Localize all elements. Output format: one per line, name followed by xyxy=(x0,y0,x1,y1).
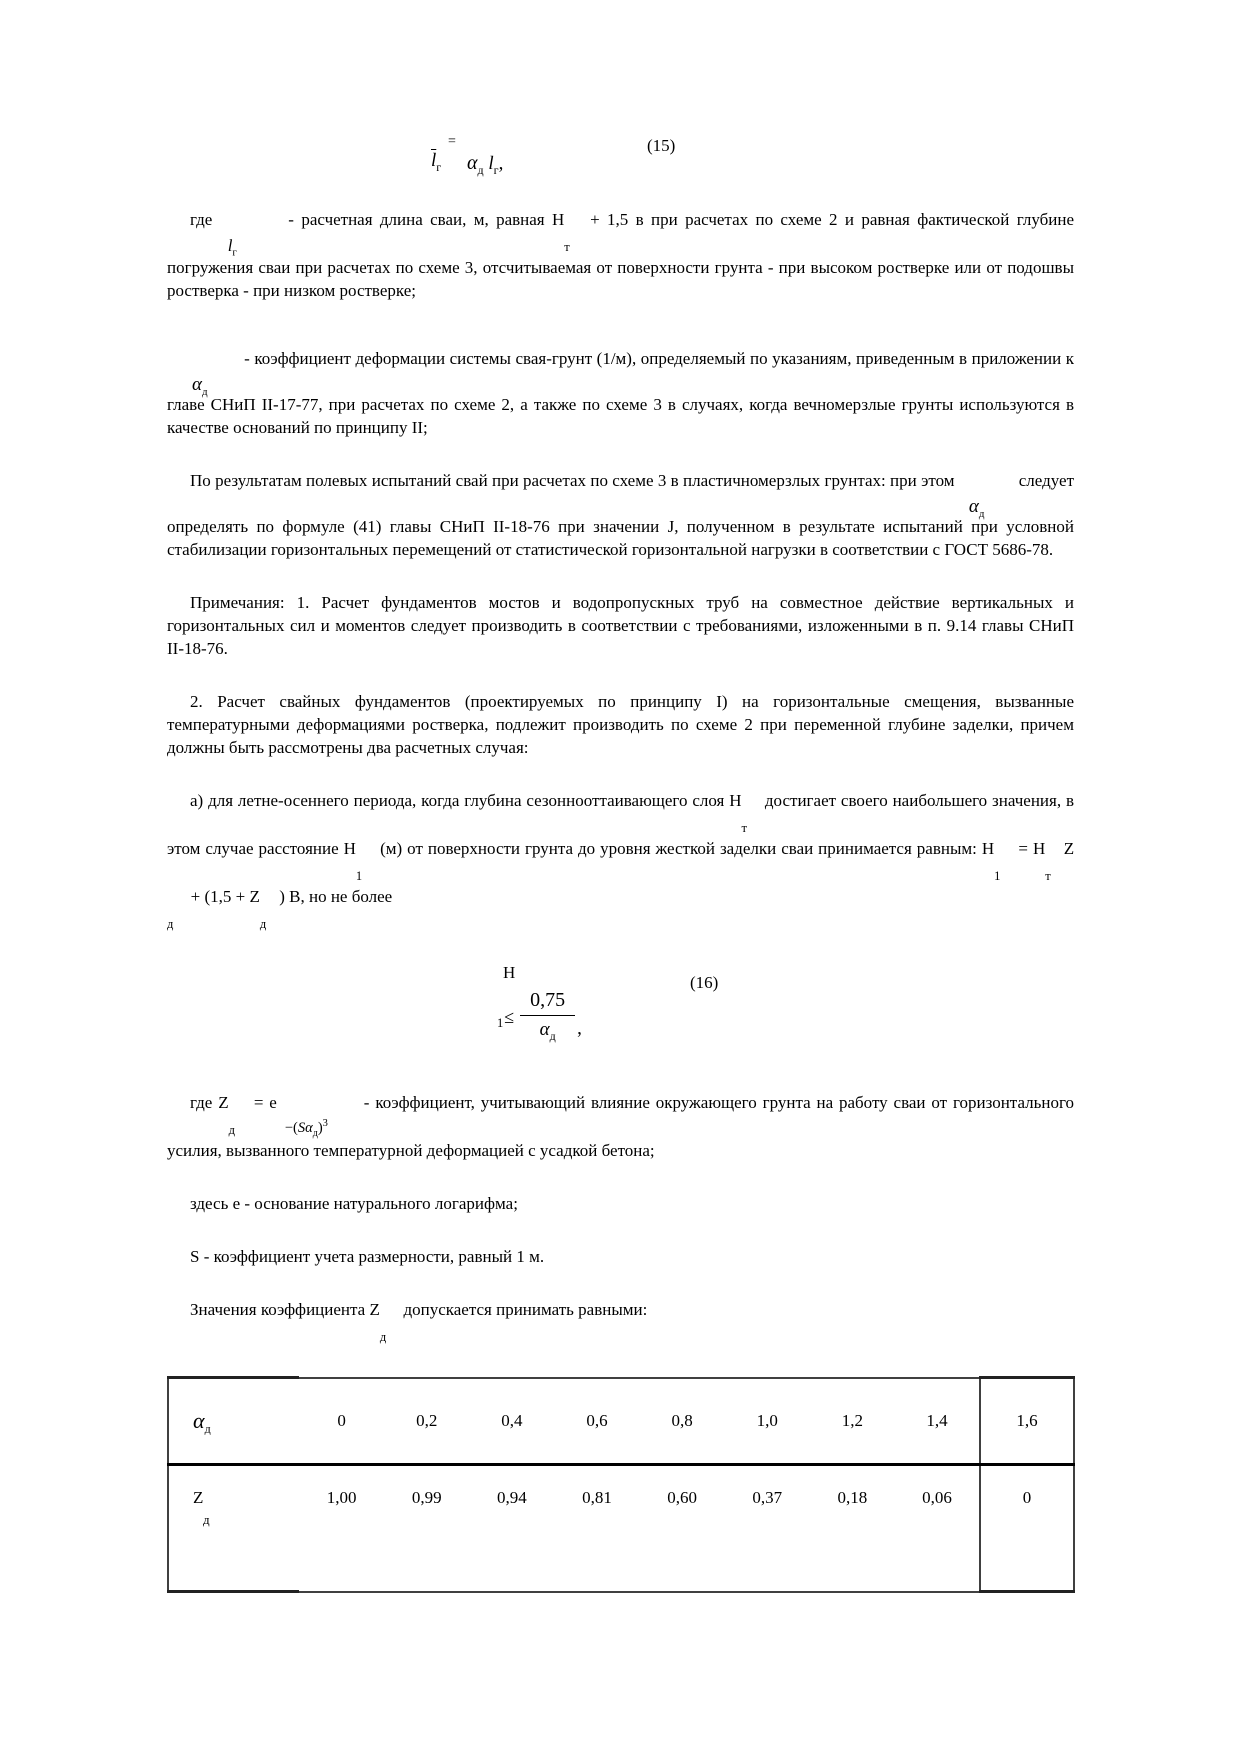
formula-15-number: (15) xyxy=(647,136,676,155)
paragraph-s-definition: S - коэффициент учета размерности, равный 1 м. xyxy=(190,1247,545,1266)
subscript-d: д xyxy=(228,1123,235,1137)
z-value-cell: 0,06 xyxy=(922,1488,952,1507)
less-equal-sign: ≤ xyxy=(504,1006,515,1027)
text-run: - расчетная длина сваи, м, равная xyxy=(288,210,545,229)
l-base: $\overline{l}$ xyxy=(431,150,437,171)
subscript-1: 1 xyxy=(994,869,1001,883)
subscript-d: д xyxy=(167,917,174,931)
comma: , xyxy=(577,1018,582,1039)
subscript-1: 1 xyxy=(355,869,363,883)
subscript-t: т xyxy=(1045,869,1051,883)
alpha-value-cell: 0,4 xyxy=(469,1378,554,1465)
paragraph-zd-definition xyxy=(167,1091,1074,1162)
fraction-denominator xyxy=(520,1016,575,1041)
fraction xyxy=(520,989,575,1041)
z-value-cell: 0 xyxy=(980,1465,1074,1592)
table-row-alpha xyxy=(168,1378,1074,1465)
alpha-value-cell: 0 xyxy=(299,1378,384,1465)
formula-16-body xyxy=(497,989,582,1041)
paragraph-field-tests xyxy=(167,469,1074,561)
l-base: l xyxy=(227,236,233,255)
alpha-symbol: α xyxy=(968,496,979,517)
text-run: Значения коэффициента xyxy=(190,1300,366,1319)
alpha-value-cell: 1,2 xyxy=(810,1378,895,1465)
var-Z: Z xyxy=(369,1300,380,1319)
alpha-header-cell xyxy=(168,1378,299,1465)
z-value-cell: 0,37 xyxy=(752,1488,783,1507)
z-subscript: д xyxy=(203,1512,210,1527)
text-run: достигает своего наибольшего значения, в этом случае расстояние xyxy=(167,791,1074,858)
var-alpha-d xyxy=(192,374,208,398)
text-run: По результатам полевых испытаний свай при расчетах по схеме 3 в пластичномерзлых грунтах: при этом xyxy=(190,471,955,490)
paragraph-alpha-definition xyxy=(167,347,1074,439)
subscript-t: т xyxy=(741,821,748,835)
open-paren: −( xyxy=(284,1120,298,1136)
zd-table xyxy=(167,1376,1075,1593)
paragraph-notes-1: Примечания: 1. Расчет фундаментов мостов и водопропускных труб на совместное действие вертикальных и горизонтальных сил и моментов следует производить в соответствии с требованиями, изложенными в п. 9.14 главы СНиП II-18-76. xyxy=(167,593,1074,658)
var-Z-d xyxy=(193,1488,299,1528)
close-paren: ) xyxy=(317,1120,323,1136)
text-run: - коэффициент, учитывающий влияние окружающего грунта на работу сваи от горизонтального усилия, вызванного температурной деформацией с усадкой бетона; xyxy=(167,1093,1075,1160)
var-H: Н xyxy=(1032,839,1046,858)
text-run: (м) от поверхности грунта до уровня жесткой заделки сваи принимается равным: xyxy=(380,839,977,858)
var-H: Н xyxy=(729,791,742,810)
alpha-value-cell: 1,4 xyxy=(895,1378,980,1465)
subscript-d: д xyxy=(259,917,267,931)
z-value-cell: 0,99 xyxy=(411,1488,442,1507)
text-run: - коэффициент деформации системы свая-грунт (1/м), определяемый по указаниям, приведенным в приложении к главе СНиП II-17-77, при расчетах по схеме 2, а также по схеме 3 в случаях, когда вечномерзлые грунты используются в качестве оснований по принципу II; xyxy=(167,349,1074,437)
var-l-bar-g xyxy=(431,150,441,172)
var-Z: Z xyxy=(249,887,260,906)
l-subscript: г xyxy=(493,162,499,177)
var-Z: Z xyxy=(218,1093,229,1112)
text-run: следует определять по формуле (41) главы СНиП II-18-76 при значении J, полученном в результате испытаний при условной стабилизации горизонтальных перемещений от статистической горизонтальной нагрузки в соответствии с ГОСТ 5686-78. xyxy=(167,471,1075,559)
subscript-d: д xyxy=(379,1330,387,1344)
formula-15-rhs xyxy=(467,152,503,175)
text-run: а) для летне-осеннего периода, когда глубина сезоннооттаивающего слоя xyxy=(190,791,725,810)
z-value-cell: 0,60 xyxy=(667,1488,697,1507)
l-subscript: г xyxy=(232,246,237,259)
z-base: Z xyxy=(193,1488,204,1507)
subscript-t: т xyxy=(564,240,570,254)
z-value-cell: 0,94 xyxy=(496,1488,527,1507)
alpha-subscript: д xyxy=(312,1127,318,1139)
exponent-expression xyxy=(285,1120,328,1137)
equals-sign: = xyxy=(1018,839,1028,858)
var-H: Н xyxy=(981,839,995,858)
alpha-symbol: α xyxy=(539,1019,550,1040)
alpha-subscript: д xyxy=(204,1421,211,1436)
var-H: Н xyxy=(503,963,516,982)
paragraph-note-2: 2. Расчет свайных фундаментов (проектируемых по принципу I) на горизонтальные смещения, вызванные температурными деформациями ростверка, подлежит производить по схеме 2 при переменной глубине заделки, причем должны быть рассмотрены два расчетных случая: xyxy=(167,692,1074,757)
alpha-symbol: α xyxy=(193,1408,205,1433)
l-subscript: г xyxy=(436,159,442,174)
alpha-value-cell: 1,0 xyxy=(725,1378,810,1465)
paragraph-case-a xyxy=(167,789,1074,933)
var-Z: Z xyxy=(1063,839,1075,858)
var-alpha-d xyxy=(968,496,985,520)
alpha-subscript: д xyxy=(477,162,484,177)
text-run: ) В, но не более xyxy=(279,887,393,906)
text-run: + (1,5 + xyxy=(190,887,246,906)
var-l-g xyxy=(227,236,237,259)
where-word: где xyxy=(190,1093,213,1112)
paragraph-lg-definition xyxy=(167,208,1074,302)
alpha-symbol: α xyxy=(192,374,202,395)
table-row-z xyxy=(168,1465,1074,1592)
alpha-subscript: д xyxy=(978,507,985,520)
alpha-value-cell: 0,6 xyxy=(554,1378,639,1465)
where-word: где xyxy=(190,210,213,229)
alpha-subscript: д xyxy=(549,1028,556,1043)
var-H: Н xyxy=(343,839,356,858)
formula-16 xyxy=(167,963,1074,1071)
formula-16-number: (16) xyxy=(690,973,719,992)
z-value-cell: 0,18 xyxy=(837,1488,868,1507)
paragraph-zd-values-intro xyxy=(167,1298,1074,1346)
text-run: + 1,5 в при расчетах по схеме 2 и равная фактической глубине погружения сваи при расчетах по схеме 3, отсчитываемая от поверхности грунта - при высоком ростверке или от подошвы ростверка - при низком ростверке; xyxy=(167,210,1075,300)
comma: , xyxy=(498,153,504,174)
formula-15 xyxy=(167,128,1074,208)
alpha-value-cell: 1,6 xyxy=(980,1378,1074,1465)
alpha-symbol: α xyxy=(305,1120,313,1136)
paragraph-e-definition: здесь е - основание натурального логарифма; xyxy=(190,1194,518,1213)
z-value-cell: 1,00 xyxy=(326,1488,357,1507)
alpha-symbol: α xyxy=(467,152,478,174)
var-S: S xyxy=(297,1120,306,1136)
exponent-3: 3 xyxy=(322,1118,328,1130)
alpha-value-cell: 0,8 xyxy=(640,1378,725,1465)
subscript-1: 1 xyxy=(497,1015,504,1030)
alpha-value-cell: 0,2 xyxy=(384,1378,469,1465)
fraction-numerator: 0,75 xyxy=(520,989,575,1016)
text-run: = е xyxy=(253,1093,277,1112)
equals-sign: = xyxy=(448,134,456,149)
l-base: l xyxy=(488,153,494,174)
var-H: Н xyxy=(552,210,565,229)
z-value-cell: 0,81 xyxy=(582,1488,612,1507)
z-label-cell xyxy=(168,1465,299,1592)
text-run: допускается принимать равными: xyxy=(403,1300,648,1319)
alpha-subscript: д xyxy=(201,385,208,398)
